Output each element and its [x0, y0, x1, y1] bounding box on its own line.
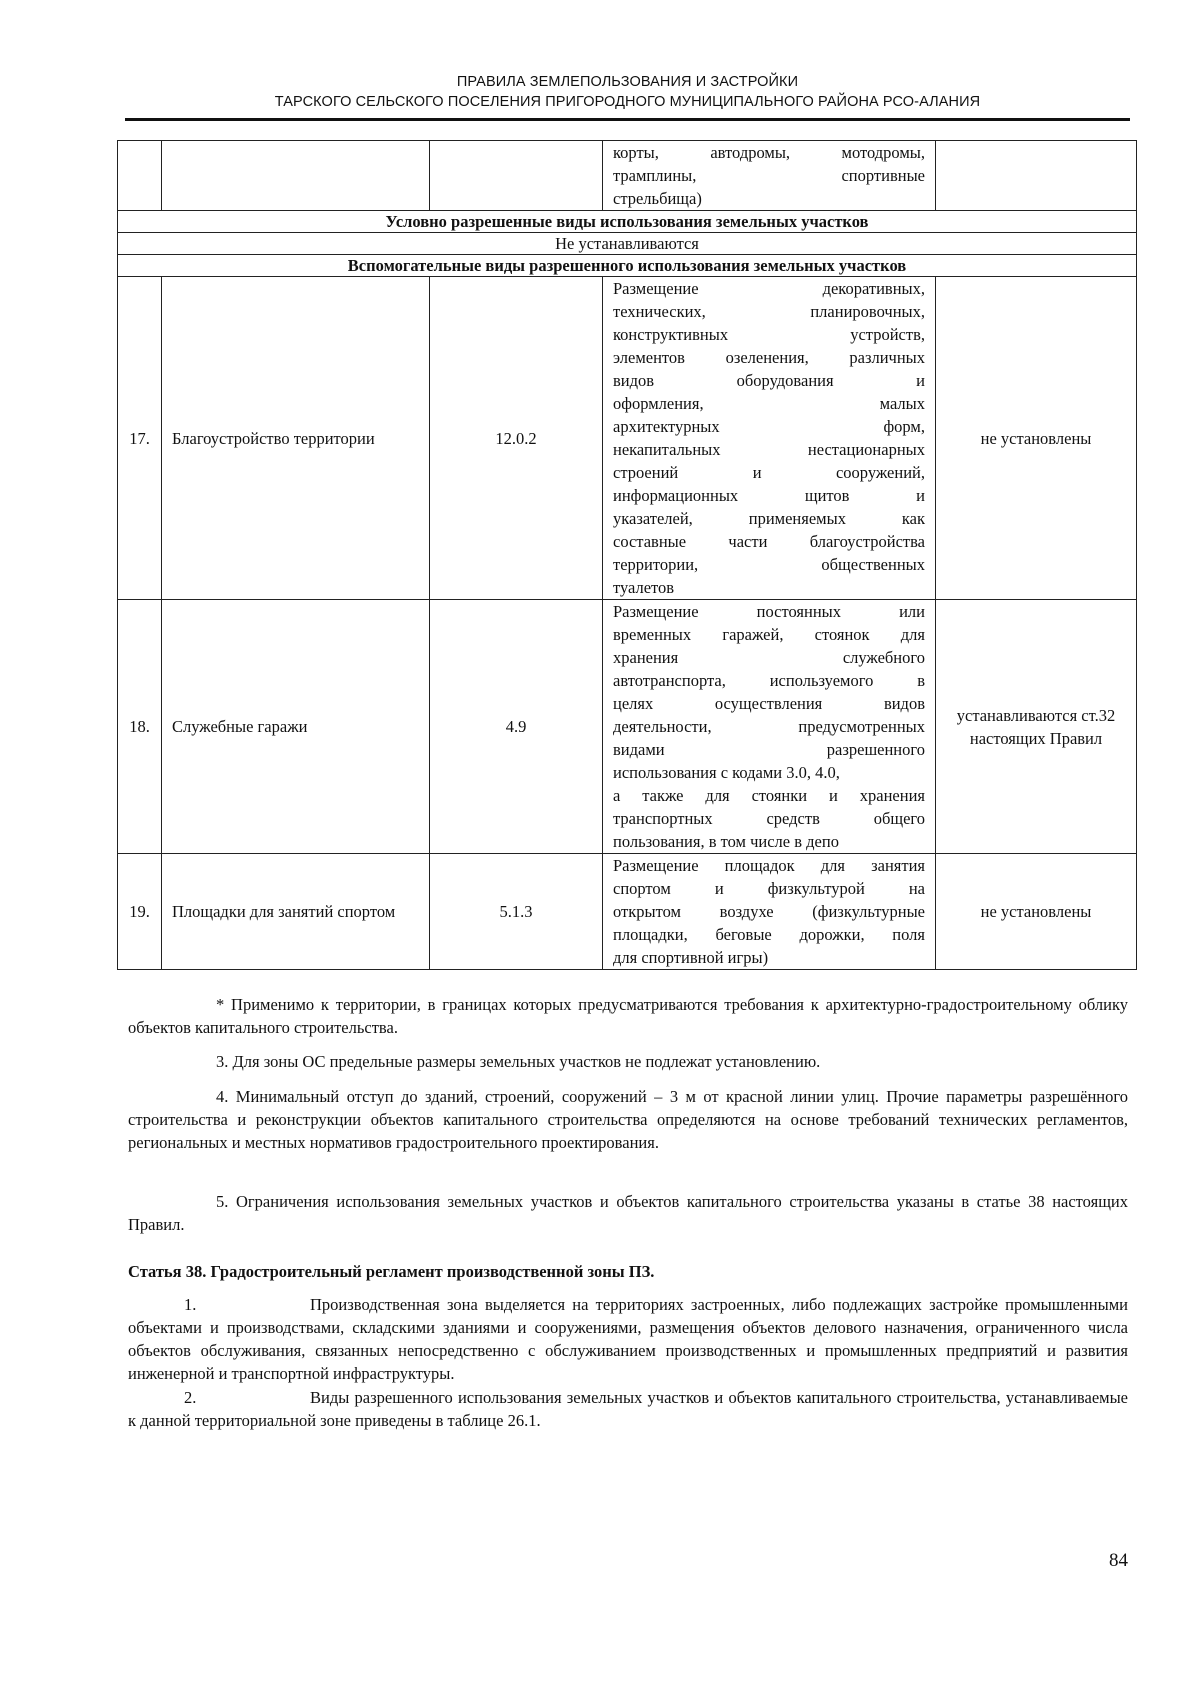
desc-line: площадки, беговые дорожки, поля — [613, 925, 925, 944]
desc-line: открытом воздухе (физкультурные — [613, 902, 925, 921]
use-code: 12.0.2 — [430, 277, 603, 600]
table-cell — [162, 141, 430, 211]
desc-line: оформления, малых — [613, 394, 925, 413]
article-item-2 — [128, 1386, 1128, 1432]
article-item-1 — [128, 1293, 1128, 1385]
desc-line: составные части благоустройства — [613, 532, 925, 551]
table-cell — [430, 141, 603, 211]
header-rule — [125, 118, 1130, 121]
running-header — [125, 72, 1130, 112]
desc-line: стрельбища) — [613, 189, 702, 208]
desc-cell — [603, 277, 936, 600]
desc-line: Размещение площадок для занятия — [613, 856, 925, 875]
paragraph-5: 5. Ограничения использования земельных участков и объектов капитального строительства указаны в статье 38 настоящих Правил. — [128, 1192, 1128, 1234]
item-text: Виды разрешенного использования земельных участков и объектов капитального строительства, устанавливаемые к данной территориальной зоне приведены в таблице 26.1. — [128, 1388, 1128, 1430]
desc-line: пользования, в том числе в депо — [613, 832, 839, 851]
row-number: 19. — [118, 854, 162, 970]
paragraph-4: 4. Минимальный отступ до зданий, строений, сооружений – 3 м от красной линии улиц. Прочие параметры разрешённого строительства и реконструкции объектов капитального строительства определяются на основе требований технических регламентов, региональных и местных нормативов градостроительного проектирования. — [128, 1087, 1128, 1152]
permitted-use-table — [117, 140, 1137, 970]
desc-line: хранения служебного — [613, 648, 925, 667]
desc-cell — [603, 600, 936, 854]
article-title: Статья 38. Градостроительный регламент производственной зоны ПЗ. — [128, 1262, 655, 1281]
use-name: Благоустройство территории — [162, 277, 430, 600]
table-row — [118, 141, 1137, 211]
table-row — [118, 277, 1137, 600]
desc-cell — [603, 141, 936, 211]
desc-line: элементов озеленения, различных — [613, 348, 925, 367]
table-cell — [118, 141, 162, 211]
parameters: не установлены — [936, 854, 1137, 970]
desc-line: временных гаражей, стоянок для — [613, 625, 925, 644]
desc-line: территории, общественных — [613, 555, 925, 574]
item-text: Производственная зона выделяется на территориях застроенных, либо подлежащих застройке промышленными объектами и производствами, складскими зданиями и сооружениями, размещения объектов делового назначения, ограниченного числа объектов обслуживания, связанных непосредственно с обслуживанием производственных и промышленных предприятий и развития инженерной и транспортной инфраструктуры. — [128, 1295, 1128, 1383]
table-row — [118, 233, 1137, 255]
desc-line: конструктивных устройств, — [613, 325, 925, 344]
parameters: устанавливаются ст.32 настоящих Правил — [936, 600, 1137, 854]
table-cell — [936, 141, 1137, 211]
desc-line: а также для стоянки и хранения — [613, 786, 925, 805]
header-line-1: ПРАВИЛА ЗЕМЛЕПОЛЬЗОВАНИЯ И ЗАСТРОЙКИ — [456, 74, 799, 90]
section-header-conditional: Условно разрешенные виды использования земельных участков — [118, 211, 1137, 233]
desc-line: указателей, применяемых как — [613, 509, 925, 528]
table-row — [118, 211, 1137, 233]
desc-line: автотранспорта, используемого в — [613, 671, 925, 690]
desc-line: использования с кодами 3.0, 4.0, — [613, 763, 840, 782]
not-established-row: Не устанавливаются — [118, 233, 1137, 255]
footnote: * Применимо к территории, в границах которых предусматриваются требования к архитектурно-градостроительному облику объектов капитального строительства. — [128, 995, 1128, 1037]
table-row — [118, 854, 1137, 970]
row-number: 18. — [118, 600, 162, 854]
desc-line: архитектурных форм, — [613, 417, 925, 436]
desc-line: строений и сооружений, — [613, 463, 925, 482]
desc-line: технических, планировочных, — [613, 302, 925, 321]
desc-line: корты, автодромы, мотодромы, — [613, 143, 925, 162]
desc-line: транспортных средств общего — [613, 809, 925, 828]
header-line-2: ТАРСКОГО СЕЛЬСКОГО ПОСЕЛЕНИЯ ПРИГОРОДНОГО МУНИЦИПАЛЬНОГО РАЙОНА РСО-АЛАНИЯ — [274, 94, 981, 110]
use-name: Площадки для занятий спортом — [162, 854, 430, 970]
item-number: 1. — [184, 1295, 197, 1314]
table-row — [118, 255, 1137, 277]
desc-cell — [603, 854, 936, 970]
desc-line: Размещение постоянных или — [613, 602, 925, 621]
use-code: 4.9 — [430, 600, 603, 854]
table-row — [118, 600, 1137, 854]
desc-line: видами разрешенного — [613, 740, 925, 759]
paragraph-3: 3. Для зоны ОС предельные размеры земельных участков не подлежат установлению. — [216, 1052, 821, 1071]
parameters: не установлены — [936, 277, 1137, 600]
desc-line: для спортивной игры) — [613, 948, 769, 967]
desc-line: видов оборудования и — [613, 371, 925, 390]
desc-line: некапитальных нестационарных — [613, 440, 925, 459]
use-code: 5.1.3 — [430, 854, 603, 970]
desc-line: трамплины, спортивные — [613, 166, 925, 185]
desc-line: спортом и физкультурой на — [613, 879, 925, 898]
use-name: Служебные гаражи — [162, 600, 430, 854]
section-header-auxiliary: Вспомогательные виды разрешенного использования земельных участков — [118, 255, 1137, 277]
desc-line: Размещение декоративных, — [613, 279, 925, 298]
desc-line: деятельности, предусмотренных — [613, 717, 925, 736]
desc-line: туалетов — [613, 578, 675, 597]
desc-line: целях осуществления видов — [613, 694, 925, 713]
row-number: 17. — [118, 277, 162, 600]
item-number: 2. — [184, 1388, 197, 1407]
page-number: 84 — [1109, 1550, 1128, 1571]
desc-line: информационных щитов и — [613, 486, 925, 505]
